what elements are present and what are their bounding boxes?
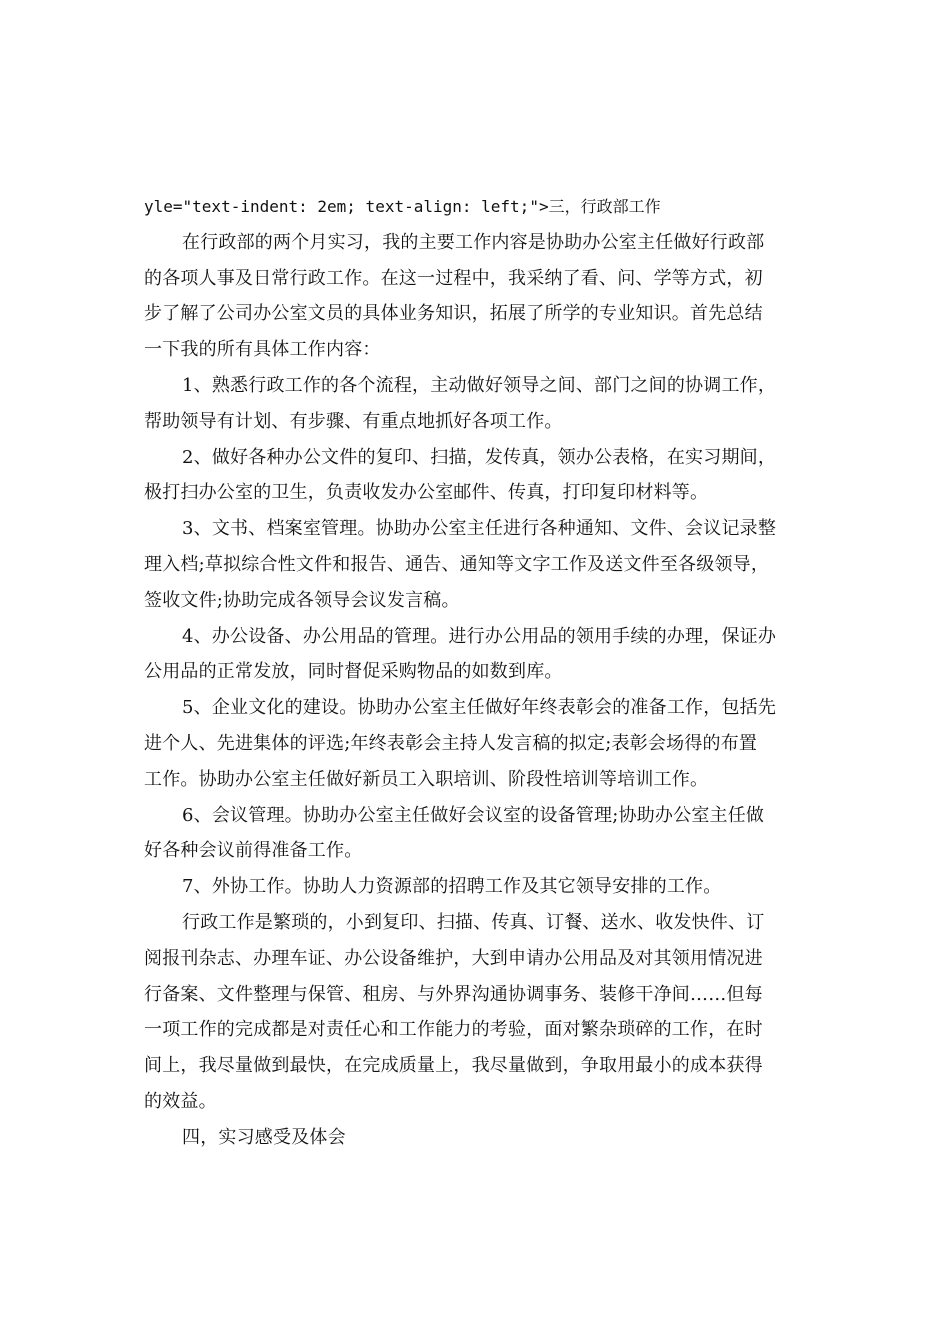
section-heading-4: 四，实习感受及体会 [182,1126,346,1148]
document-body [144,189,808,1156]
text-line-7: 帮助领导有计划、有步骤、有重点地抓好各项工作。 [144,410,563,432]
text-line-26: 的效益。 [144,1090,217,1112]
text-line-20: 7、外协工作。协助人力资源部的招聘工作及其它领导安排的工作。 [182,876,722,898]
text-line-12: 签收文件;协助完成各领导会议发言稿。 [144,589,460,611]
text-line-4: 步了解了公司办公室文员的具体业务知识，拓展了所学的专业知识。首先总结 [144,303,763,325]
text-line-1: yle="text-indent: 2em; text-align: left;">三，行政部工作 [144,197,661,216]
text-line-17: 工作。协助办公室主任做好新员工入职培训、阶段性培训等培训工作。 [144,768,709,790]
text-line-9: 极打扫办公室的卫生，负责收发办公室邮件、传真，打印复印材料等。 [144,482,709,504]
text-line-15: 5、企业文化的建设。协助办公室主任做好年终表彰会的准备工作，包括先 [182,697,777,719]
text-line-14: 公用品的正常发放，同时督促采购物品的如数到库。 [144,661,563,683]
text-line-21: 行政工作是繁琐的，小到复印、扫描、传真、订餐、送水、收发快件、订 [182,911,765,933]
text-line-13: 4、办公设备、办公用品的管理。进行办公用品的领用手续的办理，保证办 [182,625,777,647]
text-line-16: 进个人、先进集体的评选;年终表彰会主持人发言稿的拟定;表彰会场得的布置 [144,732,758,754]
text-line-24: 一项工作的完成都是对责任心和工作能力的考验，面对繁杂琐碎的工作，在时 [144,1019,763,1041]
text-line-8: 2、做好各种办公文件的复印、扫描，发传真，领办公表格，在实习期间， [182,446,777,468]
text-line-5: 一下我的所有具体工作内容： [144,339,381,361]
text-line-10: 3、文书、档案室管理。协助办公室主任进行各种通知、文件、会议记录整 [182,518,777,540]
text-line-3: 的各项人事及日常行政工作。在这一过程中，我采纳了看、问、学等方式，初 [144,267,763,289]
text-line-22: 阅报刊杂志、办理车证、办公设备维护，大到申请办公用品及对其领用情况进 [144,947,763,969]
text-line-19: 好各种会议前得准备工作。 [144,840,363,862]
text-line-2: 在行政部的两个月实习，我的主要工作内容是协助办公室主任做好行政部 [182,231,765,253]
text-line-6: 1、熟悉行政工作的各个流程，主动做好领导之间、部门之间的协调工作， [182,374,777,396]
text-line-25: 间上，我尽量做到最快，在完成质量上，我尽量做到，争取用最小的成本获得 [144,1055,763,1077]
text-line-11: 理入档;草拟综合性文件和报告、通告、通知等文字工作及送文件至各级领导， [144,553,770,575]
text-line-18: 6、会议管理。协助办公室主任做好会议室的设备管理;协助办公室主任做 [182,804,765,826]
text-line-23: 行备案、文件整理与保管、租房、与外界沟通协调事务、装修干净间……但每 [144,983,763,1005]
